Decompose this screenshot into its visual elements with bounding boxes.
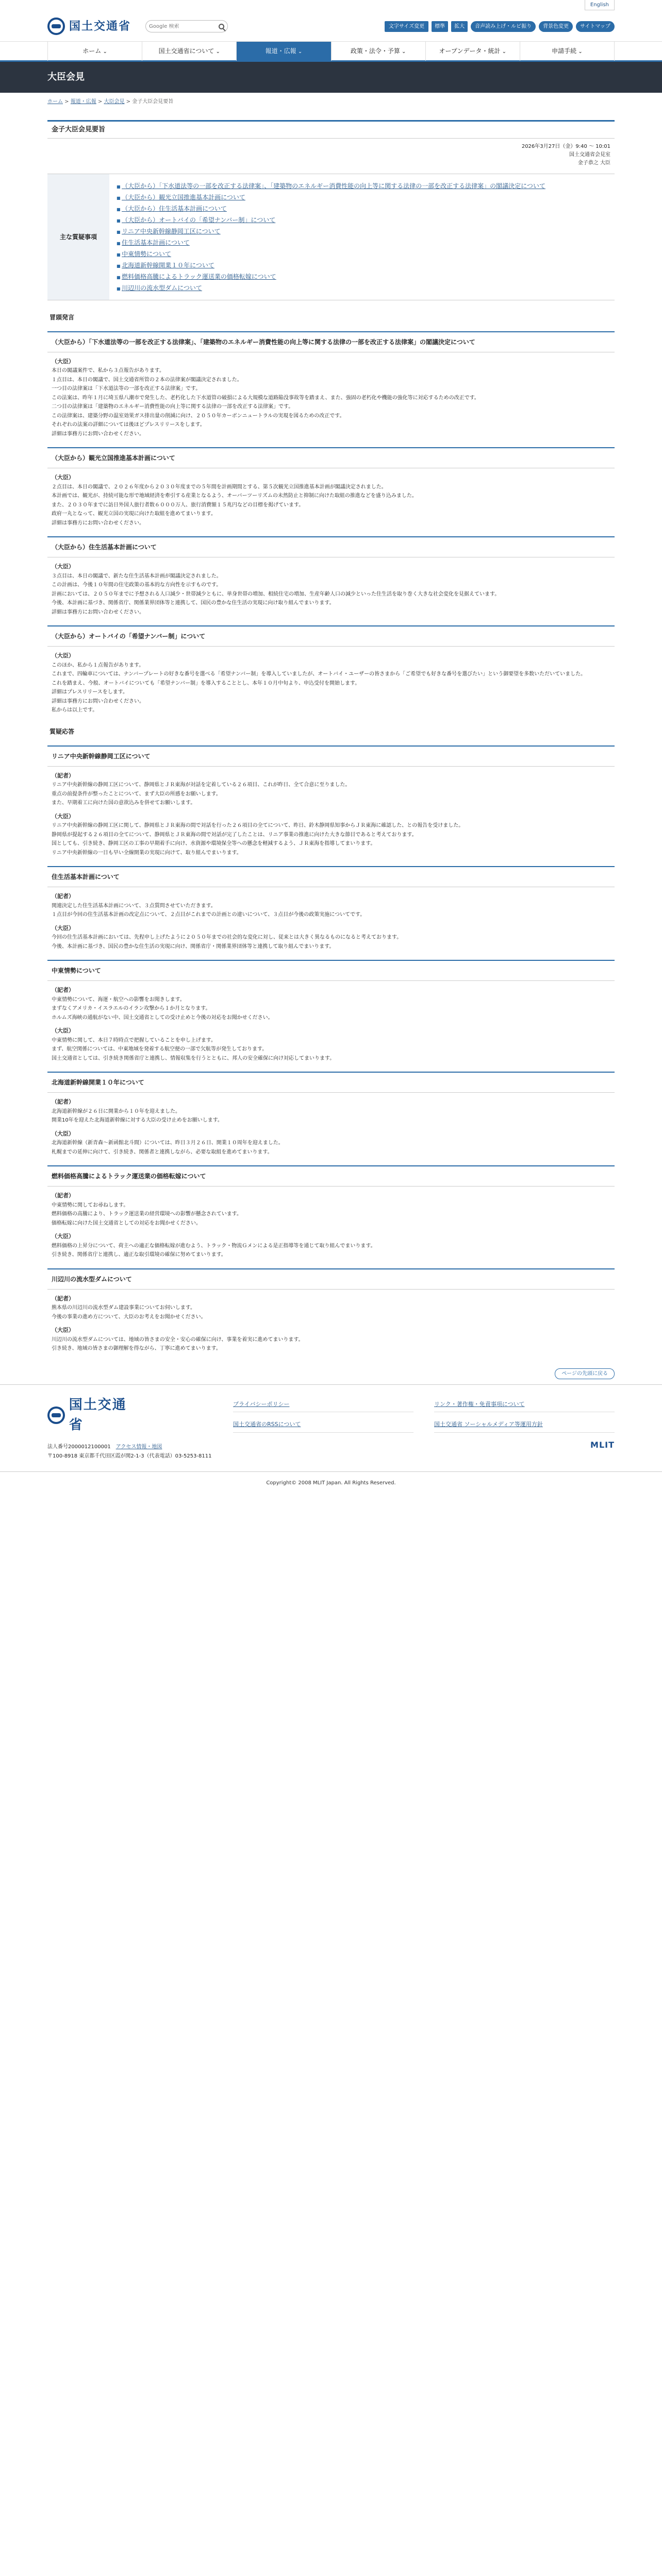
speaker-tag: （大臣）: [52, 474, 74, 481]
topic-body: [47, 473, 615, 527]
summary-link[interactable]: 北海道新幹線開業１０年について: [122, 261, 214, 269]
footer-site-name: 国土交通省: [69, 1397, 127, 1433]
mlit-logo-icon: [47, 1406, 65, 1424]
statement-text: 政府一丸となって、観光立国の実現に向けた取組を進めてまいります。: [52, 511, 216, 517]
speaker-tag: （記者）: [52, 1295, 74, 1302]
statement-text: 重点の前提条件が整ったことについて、まず大臣の所感をお願いします。: [52, 791, 221, 797]
topic-body: [47, 1098, 615, 1156]
statement-text: １点目が今回の住生活基本計画の改定点について、２点目がこれまでの計画との違いについて、３点目が今後の政策実施についてです。: [52, 912, 366, 918]
statement-text: 本日の閣議案件で、私から３点報告があります。: [52, 368, 164, 374]
statement-text: まずなくアメリカ・イスラエルのイラン攻撃から１か月となります。: [52, 1006, 211, 1011]
summary-link[interactable]: 中東情勢について: [122, 250, 171, 258]
opening-remarks: [47, 331, 615, 715]
summary-label: 主な質疑事項: [47, 174, 109, 300]
gnav-press[interactable]: 報道・広報 ⌄: [236, 42, 330, 61]
statement-text: また、２０３０年までに訪日外国人旅行者数６０００万人、旅行消費額１５兆円などの目標を掲げています。: [52, 502, 304, 508]
gnav-policy[interactable]: 政策・法令・予算 ⌄: [331, 42, 425, 61]
page-top: [47, 1368, 615, 1379]
statement-text: 札幌までの延伸に向けて、引き続き、関係者と連携しながら、必要な取組を進めてまいります。: [52, 1149, 273, 1155]
breadcrumb-press[interactable]: 報道・広報: [70, 99, 96, 105]
background-color-button[interactable]: 背景色変更: [539, 21, 573, 32]
topic-body: [47, 1192, 615, 1259]
conference-speaker: 金子恭之 大臣: [577, 160, 610, 166]
statement-text: 今回の住生活基本計画においては、先程申し上げたように２０５０年までの社会的な変化に対し、従来とは大きく異なるものになると考えております。: [52, 935, 402, 940]
summary-link[interactable]: 川辺川の流水型ダムについて: [122, 284, 202, 292]
topic-title: 燃料価格高騰によるトラック運送業の価格転嫁について: [47, 1165, 615, 1187]
speaker-tag: （記者）: [52, 893, 74, 900]
qa-section: [47, 745, 615, 1353]
statement-text: リニア中央新幹線の一日も早い全線開業の実現に向けて、取り組んでまいります。: [52, 850, 242, 856]
statement-text: このほか、私から１点報告があります。: [52, 662, 144, 668]
topic-title: 住生活基本計画について: [47, 866, 615, 887]
statement-text: 中東情勢に関して、本日７時時点で把握していることを申し上げます。: [52, 1037, 216, 1043]
font-standard-button[interactable]: 標準: [432, 21, 448, 32]
conference-place: 国土交通省会見室: [569, 151, 610, 158]
summary-item: [117, 227, 607, 236]
statement-text: また、早期着工に向けた国の意欲込みを併せてお願いします。: [52, 800, 196, 806]
topic-title: （大臣から）オートバイの「希望ナンバー制」について: [47, 625, 615, 647]
statement-text: 国としても、引き続き、静岡工区の工事の早期着手に向け、水資源や環境保全等への懸念を軽減するよう、ＪＲ東海を指導してまいります。: [52, 841, 376, 846]
topic-title: リニア中央新幹線静岡工区について: [47, 745, 615, 767]
footer-right: [233, 1395, 615, 1461]
font-large-button[interactable]: 拡大: [451, 21, 468, 32]
statement-text: 二つ目の法律案は「建築物のエネルギー消費性能の向上等に関する法律の一部を改正する法律案」です。: [52, 404, 294, 410]
summary-link[interactable]: リニア中央新幹線静岡工区について: [122, 227, 221, 235]
address-text: 〒100-8918 東京都千代田区霞が関2-1-3（代表電話）03-5253-8111: [47, 1453, 212, 1459]
copyright: Copyright© 2008 MLIT Japan. All Rights Reserved.: [0, 1471, 662, 1497]
site-logo[interactable]: [47, 18, 140, 35]
statement-text: 北海道新幹線（新青森～新函館北斗間）については、昨日３月２６日、開業１０周年を迎えました。: [52, 1140, 284, 1146]
breadcrumb: ホーム > 報道・広報 > 大臣会見 > 金子大臣会見要旨: [47, 99, 174, 105]
qa-heading: 質疑応答: [49, 727, 75, 735]
statement-text: 今後、本計画に基づき、国民の豊かな住生活の実現に向け、関係省庁・関係業界団体等と連携して取り組んでまいります。: [52, 943, 335, 950]
statement-text: これまで、四輪車については、ナンバープレートの好きな番号を選べる「希望ナンバー制」を導入していましたが、オートバイ・ユーザーの皆さまから「ご希望でも好きな番号を選びたい」という御要望を多数いただいていました。: [52, 671, 586, 677]
summary-item: [117, 193, 607, 202]
summary-table: [47, 174, 615, 300]
statement-text: この法律案は、建築分野の温室効果ガス排出量の削減に向け、２０５０年カーボンニュートラルの実現を図るための改正です。: [52, 413, 345, 419]
statement-text: 詳細は事務方にお問い合わせください。: [52, 431, 144, 437]
statement-text: 中東情勢に関してお尋ねします。: [52, 1202, 129, 1208]
language-bar: [0, 0, 662, 11]
statement-text: 一つ目の法律案は「下水道法等の一部を改正する法律案」です。: [52, 386, 201, 392]
summary-item: [117, 283, 607, 293]
breadcrumb-home[interactable]: ホーム: [47, 99, 63, 105]
page-title-band: [0, 62, 662, 93]
statement-text: 川辺川の流水型ダムについては、地域の皆さまの安全・安心の確保に向け、事業を着実に進めてまいります。: [52, 1336, 304, 1343]
statement-text: 北海道新幹線が２６日に開業から１０年を迎えました。: [52, 1108, 180, 1114]
statement-text: ３点目は、本日の閣議で、新たな住生活基本計画が閣議決定されました。: [52, 573, 222, 579]
summary-list: [109, 174, 615, 300]
statement-text: それぞれの法案の詳細については後ほどプレスリリースをします。: [52, 422, 205, 428]
topic-title: （大臣から）観光立国推進基本計画について: [47, 447, 615, 468]
summary-link[interactable]: 燃料価格高騰によるトラック運送業の価格転嫁について: [122, 273, 276, 280]
topic-title: 川辺川の流水型ダムについて: [47, 1268, 615, 1290]
gnav-home[interactable]: ホーム ⌄: [47, 42, 142, 61]
speaker-tag: （大臣）: [52, 924, 74, 931]
site-name: 国土交通省: [69, 20, 131, 33]
statement-text: ホルムズ海峡の通航がない中、国土交通省としての受け止めと今後の対応をお聞かせください。: [52, 1014, 273, 1021]
speaker-tag: （大臣）: [52, 652, 74, 659]
speaker-tag: （記者）: [52, 1098, 74, 1105]
statement-text: 中東情勢について、海運・航空への影響をお聞きします。: [52, 996, 185, 1003]
speaker-tag: （大臣）: [52, 1233, 74, 1240]
speaker-tag: （大臣）: [52, 1327, 74, 1333]
topic-title: 中東情勢について: [47, 960, 615, 981]
topic-title: （大臣から）「下水道法等の一部を改正する法律案」、「建築物のエネルギー消費性能の向上等に関する法律の一部を改正する法律案」の閣議決定について: [47, 331, 615, 352]
statement-text: 詳細は事務方にお問い合わせください。: [52, 698, 144, 704]
statement-text: 詳細は事務方にお問い合わせください。: [52, 609, 144, 615]
site-header: [0, 11, 662, 41]
sitemap-button[interactable]: サイトマップ: [576, 21, 615, 32]
copyright-link[interactable]: リンク・著作権・免責事項について: [434, 1400, 615, 1413]
gnav-about[interactable]: 国土交通省について ⌄: [142, 42, 236, 61]
main-content: [47, 93, 615, 1379]
footer-brand: [233, 1439, 615, 1451]
summary-item: [117, 272, 607, 281]
breadcrumb-current: 金子大臣会見要旨: [132, 99, 174, 105]
speaker-tag: （記者）: [52, 1192, 74, 1199]
summary-link[interactable]: （大臣から）オートバイの「希望ナンバー制」について: [122, 216, 276, 224]
font-size-label: 文字サイズ変更: [385, 21, 428, 32]
opening-remarks-heading: 冒頭発言: [49, 313, 75, 321]
privacy-link[interactable]: プライバシーポリシー: [233, 1400, 413, 1413]
search-input[interactable]: [149, 24, 206, 29]
statement-text: まず、航空関係については、中東地域を発着する航空便の一部で欠航等が発生しております。: [52, 1046, 268, 1052]
language-english-link[interactable]: English: [585, 0, 615, 10]
page-top-link[interactable]: ページの先頭に戻る: [555, 1368, 615, 1379]
speaker-tag: （記者）: [52, 772, 74, 779]
speaker-tag: （大臣）: [52, 1027, 74, 1034]
topic-body: [47, 772, 615, 857]
statement-text: 開業10年を迎えた北海道新幹線に対する大臣の受け止めをお願いします。: [52, 1117, 223, 1123]
statement-text: 熊本県の川辺川の流水型ダム建設事業についてお伺いします。: [52, 1305, 195, 1311]
statement-text: 価格転嫁に向けた国土交通省としての対応をお聞かせください。: [52, 1220, 201, 1226]
statement-text: この計画は、今後１０年間の住宅政策の基本的な方向性を示すものです。: [52, 582, 222, 588]
conference-date: 2026年3月27日（金）9:40 ～ 10:01: [521, 143, 610, 149]
summary-item: [117, 238, 607, 247]
summary-item: [117, 181, 607, 191]
statement-text: 本計画では、観光が、持続可能な形で地域経済を牽引する産業となるよう、オーバーツーリズムの未然防止と抑制に向けた取組の推進などを盛り込みました。: [52, 493, 417, 499]
search-icon[interactable]: [219, 24, 224, 29]
statement-text: 詳細はプレスリリースをします。: [52, 689, 128, 695]
statement-text: この法案は、昨年１月に埼玉県八潮市で発生した、老朽化した下水道管の破損による大規模な道路陥没事故等を踏まえ、また、強固の老朽化や機能の強化等に対応するための改正です。: [52, 395, 479, 401]
page-title: 大臣会見: [47, 72, 85, 82]
statement-text: 燃料価格の上昇分について、荷主への適正な価格転嫁が進むよう、トラック・物流Ｇメンによる是正指導等を通じて取り組んでまいります。: [52, 1243, 376, 1249]
summary-link[interactable]: （大臣から）住生活基本計画について: [122, 205, 227, 212]
footer-links: [233, 1395, 615, 1433]
corp-number: 法人番号2000012100001: [47, 1444, 111, 1450]
statement-text: ２点目は、本日の閣議で、２０２６年度から２０３０年度までの５年間を計画期間とする、第５次観光立国推進基本計画が閣議決定されました。: [52, 484, 387, 490]
summary-link[interactable]: （大臣から）「下水道法等の一部を改正する法律案」、「建築物のエネルギー消費性能の向上等に関する法律の一部を改正する法律案」の閣議決定について: [122, 182, 545, 190]
topic-body: [47, 563, 615, 616]
speaker-tag: （大臣）: [52, 812, 74, 820]
statement-text: 燃料価格の高騰により、トラック運送業の経営環境への影響が懸念されています。: [52, 1211, 242, 1217]
breadcrumb-conference[interactable]: 大臣会見: [104, 99, 125, 105]
statement-text: 国土交通省としては、引き続き関係省庁と連携し、情報収集を行うとともに、邦人の安全確保に向け対応してまいります。: [52, 1055, 335, 1061]
gnav-opendata[interactable]: オープンデータ・統計 ⌄: [425, 42, 520, 61]
topic-body: [47, 892, 615, 951]
statement-text: 関連決定した住生活基本計画について、３点質問させていただきます。: [52, 903, 216, 909]
footer-logo[interactable]: [47, 1395, 140, 1435]
footer-logo-area: [47, 1395, 233, 1461]
statement-text: 今後の事業の進め方について、大臣のお考えをお聞かせください。: [52, 1314, 206, 1320]
speaker-tag: （大臣）: [52, 358, 74, 365]
access-link[interactable]: アクセス情報・地図: [115, 1444, 162, 1450]
topic-body: [47, 986, 615, 1062]
rss-link[interactable]: 国土交通省のRSSについて: [233, 1420, 413, 1433]
global-nav: [0, 41, 662, 62]
speaker-tag: （大臣）: [52, 563, 74, 570]
statement-text: 引き続き、地域の皆さまの御理解を得ながら、丁寧に進めてまいります。: [52, 1346, 221, 1351]
topic-body: [47, 1295, 615, 1353]
mlit-brand: MLIT: [590, 1439, 615, 1450]
statement-text: １点目は、本日の閣議で、国土交通省所管の２本の法律案が閣議決定されました。: [52, 377, 242, 383]
summary-link[interactable]: （大臣から）観光立国推進基本計画について: [122, 193, 245, 201]
topic-title: 北海道新幹線開業１０年について: [47, 1072, 615, 1093]
topic-title: （大臣から）住生活基本計画について: [47, 536, 615, 557]
topic-body: [47, 652, 615, 715]
statement-text: 静岡県が提起する２６項目の全てについて、静岡県とＪＲ東海の間で対話が完了したことは、リニア事業の推進に向けた大きな節目であると考えております。: [52, 832, 417, 838]
social-media-link[interactable]: 国土交通省 ソーシャルメディア等運用方針: [434, 1420, 615, 1433]
topic-body: [47, 358, 615, 438]
statement-text: リニア中央新幹線の静岡工区に関して、静岡県とＪＲ東海の間で対話を行った２６項目の全てについて、昨日、鈴木静岡県知事からＪＲ東海に確認した、との報告を受けました。: [52, 823, 464, 828]
footer-address: [47, 1443, 233, 1461]
conference-title: 金子大臣会見要旨: [47, 120, 615, 139]
statement-text: 今後、本計画に基づき、関係省庁、関係業界団体等と連携して、国民の豊かな住生活の実現に向け取り組んでまいります。: [52, 600, 335, 606]
search-box: [145, 20, 228, 32]
statement-text: 詳細は事務方にお問い合わせください。: [52, 520, 144, 526]
gnav-procedures[interactable]: 申請手続 ⌄: [520, 42, 615, 61]
statement-text: 私からは以上です。: [52, 707, 98, 713]
summary-item: [117, 249, 607, 259]
speaker-tag: （大臣）: [52, 1130, 74, 1137]
voice-reading-button[interactable]: 音声読み上げ・ルビ振り: [471, 21, 536, 32]
statement-text: 計画においては、２０５０年までに予想される人口減少・世帯減少ともに、単身世帯の増加、相続住宅の増加、生産年齢人口の減少といった住生活を取り巻く大きな社会変化を見据えています。: [52, 591, 500, 597]
summary-item: [117, 215, 607, 225]
statement-text: リニア中央新幹線の静岡工区について、静岡県とＪＲ東海が対話を定着している２６項目、これが昨日、全て合意に至りました。: [52, 782, 351, 788]
mlit-logo-icon: [47, 18, 65, 35]
conference-meta: [47, 139, 615, 174]
header-tools: [385, 21, 615, 32]
speaker-tag: （記者）: [52, 987, 74, 993]
statement-text: これを踏まえ、今般、オートバイについても「希望ナンバー制」を導入することとし、本年１０月中旬より、申込受付を開始します。: [52, 680, 360, 686]
site-footer: [0, 1384, 662, 1471]
summary-link[interactable]: 住生活基本計画について: [122, 239, 190, 246]
statement-text: 引き続き、関係省庁と連携し、適正な取引環境の確保に努めてまいります。: [52, 1252, 226, 1258]
summary-item: [117, 261, 607, 270]
summary-item: [117, 204, 607, 213]
